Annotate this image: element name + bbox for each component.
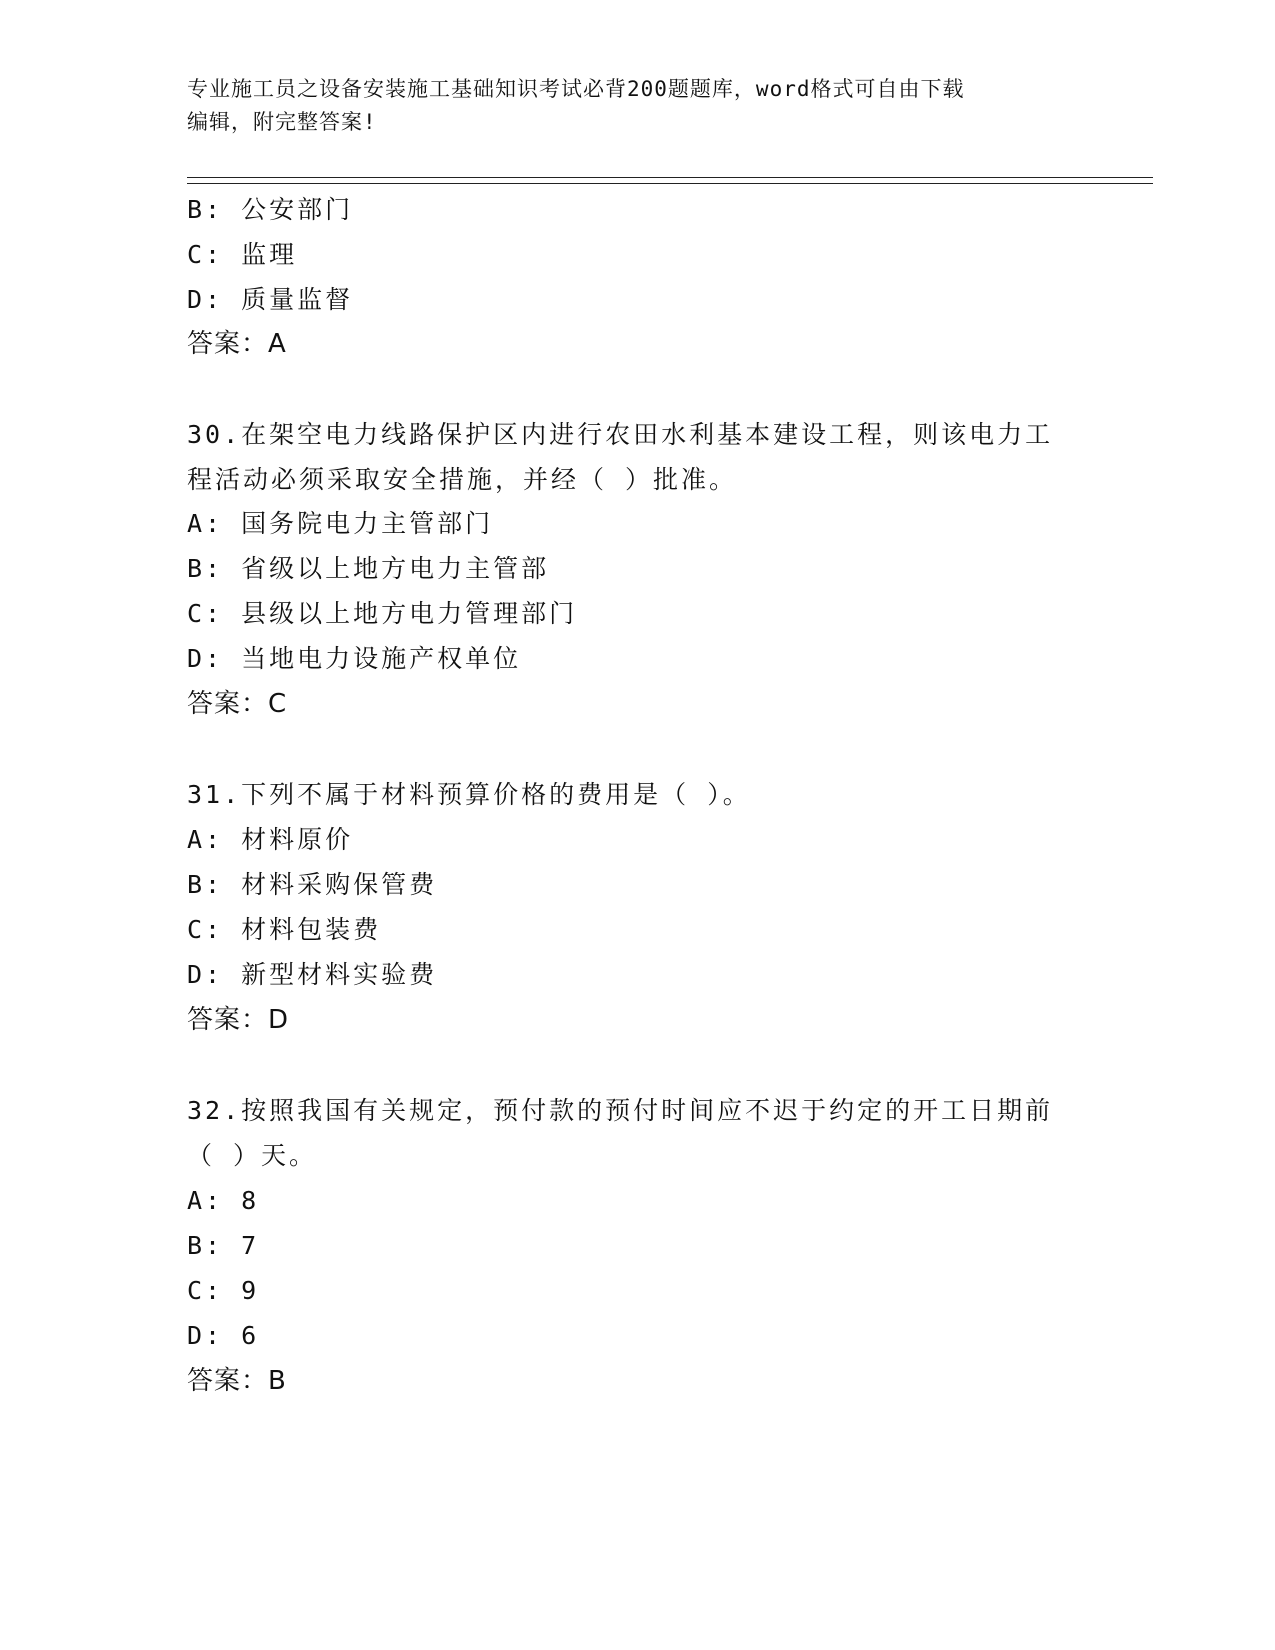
q30-stem-line-2: 程活动必须采取安全措施，并经（ ）批准。 [187,465,738,494]
q32-option-a: A: 8 [187,1186,260,1215]
q30-stem-line-1: 30.在架空电力线路保护区内进行农田水利基本建设工程，则该电力工 [187,420,1054,449]
q32-stem-line-1: 32.按照我国有关规定，预付款的预付时间应不迟于约定的开工日期前 [187,1096,1054,1125]
q32-stem-line-2: （ ）天。 [187,1141,318,1170]
q30-option-a: A: 国务院电力主管部门 [187,509,494,538]
prev-answer: 答案：A [187,329,287,359]
q31-option-a: A: 材料原价 [187,825,354,854]
q31-option-b: B: 材料采购保管费 [187,870,438,899]
prev-option-d: D: 质量监督 [187,285,354,314]
document-header [187,73,1087,139]
header-line-2: 编辑，附完整答案! [187,110,377,134]
q32-option-c: C: 9 [187,1276,260,1305]
q32-answer: 答案：B [187,1366,287,1396]
header-rule-top [187,177,1153,178]
q31-stem-line-1: 31.下列不属于材料预算价格的费用是（ ）。 [187,780,751,809]
q31-option-c: C: 材料包装费 [187,915,382,944]
q30-option-c: C: 县级以上地方电力管理部门 [187,599,578,628]
q31-option-d: D: 新型材料实验费 [187,960,438,989]
q32-option-b: B: 7 [187,1231,260,1260]
prev-option-c: C: 监理 [187,240,298,269]
header-line-1: 专业施工员之设备安装施工基础知识考试必背200题题库，word格式可自由下载 [187,77,965,101]
q32-option-d: D: 6 [187,1321,260,1350]
q30-option-d: D: 当地电力设施产权单位 [187,644,522,673]
q31-answer: 答案：D [187,1005,290,1035]
q30-answer: 答案：C [187,689,288,719]
header-rule-bottom [187,183,1153,184]
prev-option-b: B: 公安部门 [187,195,354,224]
q30-option-b: B: 省级以上地方电力主管部 [187,554,550,583]
